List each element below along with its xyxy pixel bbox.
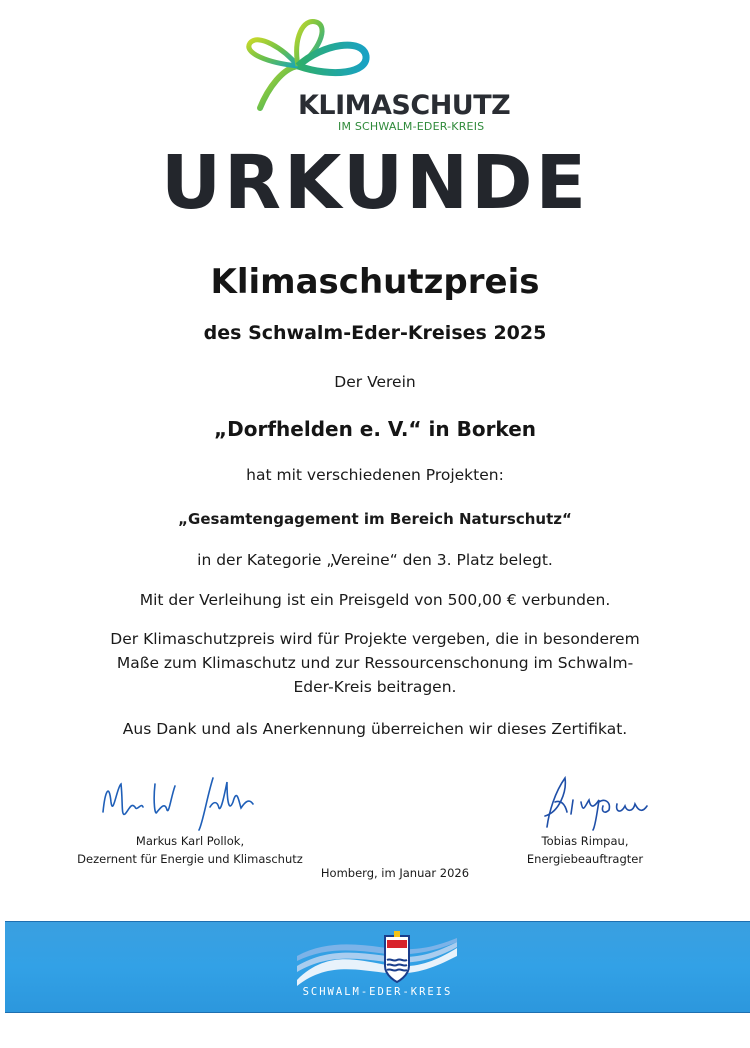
coat-of-arms-icon [297,930,457,986]
intro-text: Der Verein [334,373,416,391]
signer-role: Energiebeauftragter [526,852,644,866]
place-date: Homberg, im Januar 2026 [320,866,470,880]
logo-title: KLIMASCHUTZ [298,90,511,121]
klimaschutz-logo [238,8,528,133]
signer-name: Markus Karl Pollok, [135,834,245,848]
logo-subtitle: IM SCHWALM-EDER-KREIS [338,120,485,133]
signer-role: Dezernent für Energie und Klimaschutz [77,852,303,866]
signer-name: Tobias Rimpau, [541,834,629,848]
category-line: in der Kategorie „Vereine“ den 3. Platz belegt. [197,551,553,569]
thanks-line: Aus Dank und als Anerkennung überreichen wir dieses Zertifikat. [122,720,628,738]
projects-line: hat mit verschiedenen Projekten: [246,466,504,484]
signature-block-left [60,832,320,868]
recipient-name: „Dorfhelden e. V.“ in Borken [214,417,536,441]
description-paragraph [0,627,750,699]
certificate-heading: URKUNDE [160,140,590,226]
description-line: Maße zum Klimaschutz und zur Ressourcenschonung im Schwalm- [116,654,634,672]
signature-rimpau [525,772,665,832]
description-line: Eder-Kreis beitragen. [293,678,457,696]
prize-line: Mit der Verleihung ist ein Preisgeld von 500,00 € verbunden. [139,591,611,609]
signature-pollok [95,772,295,832]
description-line: Der Klimaschutzpreis wird für Projekte vergeben, die in besonderem [110,630,640,648]
footer-label: SCHWALM-EDER-KREIS [302,986,453,998]
signature-block-right [500,832,670,868]
award-subtitle: des Schwalm-Eder-Kreises 2025 [203,322,547,344]
award-title: Klimaschutzpreis [210,262,540,302]
project-title: „Gesamtengagement im Bereich Naturschutz“ [178,510,572,528]
footer-banner [5,921,750,1013]
